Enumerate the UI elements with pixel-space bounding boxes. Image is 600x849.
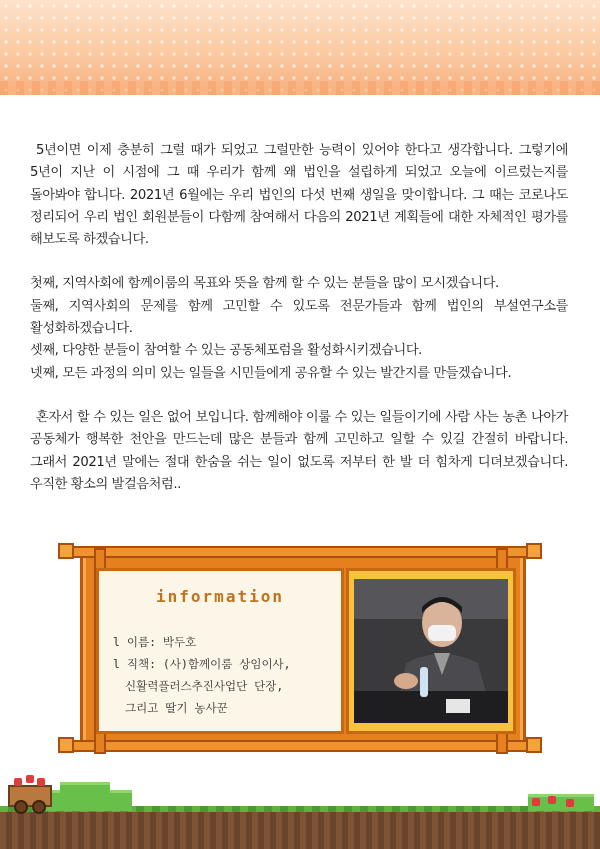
frame-top-pole: [66, 546, 534, 558]
strawberry: [37, 778, 45, 786]
plan-item: 둘째, 지역사회의 문제를 함께 고민할 수 있도록 전문가들과 함께 법인의 부설연구소를: [30, 298, 568, 314]
plan-item: 활성화하겠습니다.: [30, 321, 133, 337]
strawberry: [26, 775, 34, 783]
header-decoration: [0, 0, 600, 95]
frame-knob: [58, 543, 74, 559]
photo-panel: [346, 568, 516, 734]
bush: [60, 782, 110, 797]
intro-line: 해보도록 하겠습니다.: [30, 232, 149, 248]
plan-item: 첫째, 지역사회에 함께이룸의 목표와 뜻을 함께 할 수 있는 분들을 많이 모시겠습니다.: [30, 276, 499, 292]
info-role-cont: 그리고 딸기 농사꾼: [125, 701, 228, 715]
closing-line: 우직한 황소의 발걸음처럼..: [30, 476, 181, 492]
frame-bottom-pole: [66, 740, 534, 752]
intro-line: 정리되어 우리 법인 회원분들이 다함께 참여해서 다음의 2021년 계획들에 대한 자체적인 평가를: [30, 209, 568, 225]
strawberry: [14, 778, 22, 786]
frame-knob: [526, 737, 542, 753]
info-title: information: [156, 587, 284, 606]
plan-item: 셋째, 다양한 분들이 참여할 수 있는 공동체포럼을 활성화시키겠습니다.: [30, 343, 422, 359]
info-role-cont: 신활력플러스추진사업단 단장,: [125, 679, 284, 693]
intro-line: 5년이 지난 이 시점에 그 때 우리가 함께 왜 법인을 설립하게 되었고 오늘에 이르렀는지를: [30, 165, 568, 181]
article-body: [30, 140, 568, 496]
cart-wheel: [32, 800, 46, 814]
info-panel: [96, 568, 344, 734]
strawberry: [532, 798, 540, 806]
closing-line: 혼자서 할 수 있는 일은 없어 보입니다. 함께해야 이룰 수 있는 일들이기에 사람 사는 농촌 나아가: [36, 409, 568, 425]
frame-knob: [58, 737, 74, 753]
frame-knob: [526, 543, 542, 559]
strawberry: [566, 799, 574, 807]
info-list: [113, 631, 291, 719]
intro-line: 5년이면 이제 충분히 그럴 때가 되었고 그럴만한 능력이 있어야 한다고 생각합니다. 그렇기에: [36, 143, 568, 158]
soil-ground: [0, 812, 600, 849]
profile-photo: [354, 579, 508, 723]
info-name: l 이름: 박두호: [113, 635, 197, 649]
strawberry: [548, 796, 556, 804]
cart-wheel: [14, 800, 28, 814]
intro-line: 돌아봐야 합니다. 2021년 6월에는 우리 법인의 다섯 번째 생일을 맞이합니다. 그 때는 코로나도: [30, 187, 568, 203]
plan-item: 넷째, 모든 과정의 의미 있는 일들을 시민들에게 공유할 수 있는 발간지를 만들겠습니다.: [30, 365, 512, 381]
person-illustration: [354, 579, 508, 723]
info-role: l 직책: (사)함께이룸 상임이사,: [113, 657, 291, 671]
closing-line: 공동체가 행복한 천안을 만드는데 많은 분들과 함께 고민하고 일할 수 있길 간절히 바랍니다.: [30, 432, 568, 448]
closing-line: 그래서 2021년 말에는 절대 한숨을 쉬는 일이 없도록 저부터 한 발 더 힘차게 디뎌보겠습니다.: [30, 454, 568, 470]
